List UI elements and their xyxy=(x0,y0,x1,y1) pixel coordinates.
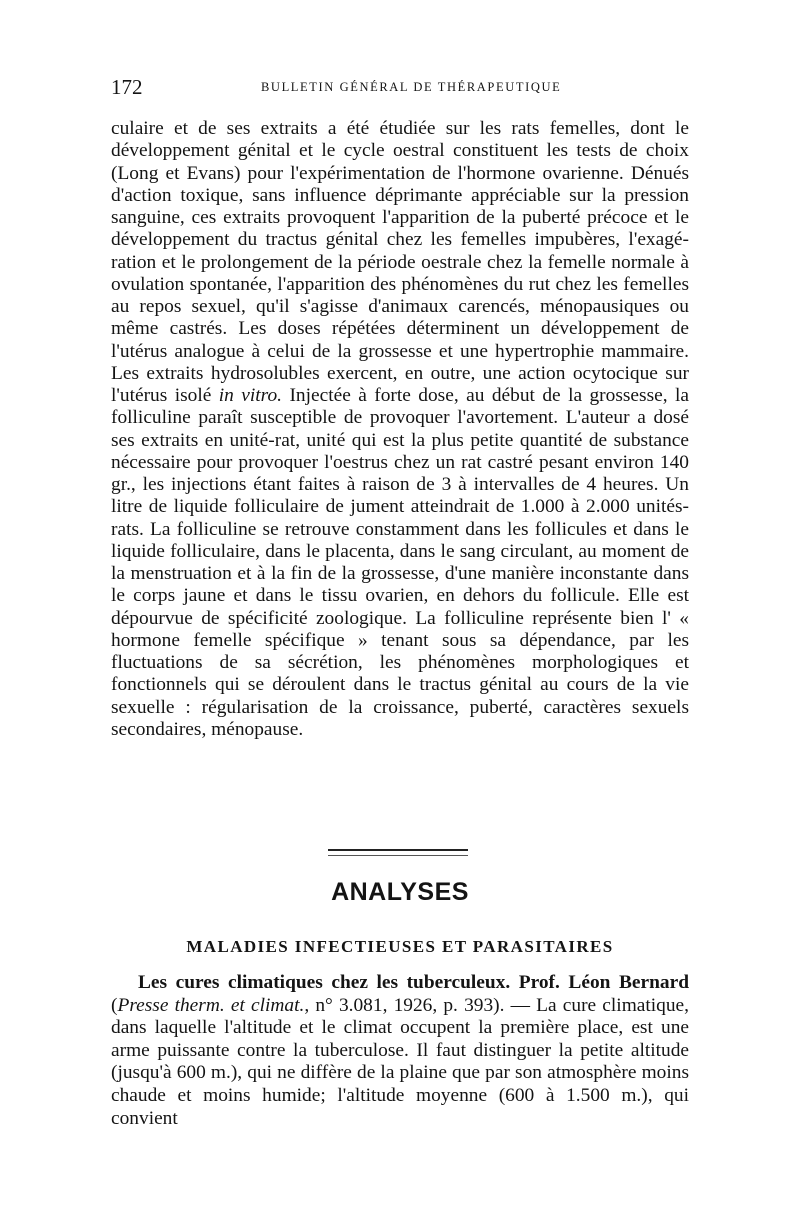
page-header xyxy=(111,76,689,98)
text-after-italic: Injectée à forte dose, au début de la grossesse, la folliculine paraît susceptible de provoquer l'avortement. L'auteur a dosé ses extraits en unité-rat, unité qui est la plus petite quantité de substance nécessaire pour provoquer l'oestrus chez un rat castré pesant environ 140 gr., les injections étant faites à raison de 3 à intervalles de 4 heures. Un litre de liquide folliculaire de jument atteindrait de 1.000 à 2.000 unités-rats. La folliculine se retrouve constamment dans les follicules et dans le liquide folliculaire, dans le placenta, dans le sang circulant, au moment de la menstruation et à la fin de la grossesse, d'une manière inconstante dans le corps jaune et dans le tissu ovarien, en dehors du follicule. Elle est dépourvue de spécificité zoologique. La folliculine représente bien l' « hormone femelle spécifique » tenant sous sa dépendance, par les fluctuations de sa sécrétion, les phénomènes morphologiques et fonctionnels qui se déroulent dans le tractus génital au cours de la vie sexuelle : régularisation de la croissance, puberté, caractères sexuels secondaires, ménopause. xyxy=(111,385,689,740)
section-title: ANALYSES xyxy=(331,878,469,906)
running-title: BULLETIN GÉNÉRAL DE THÉRAPEUTIQUE xyxy=(261,80,562,94)
subsection-title: MALADIES INFECTIEUSES ET PARASITAIRES xyxy=(186,937,614,956)
article-title: Les cures climatiques chez les tuberculeux. Prof. Léon Bernard xyxy=(138,972,689,993)
paragraph-continuation xyxy=(111,118,689,741)
page-number: 172 xyxy=(111,75,143,99)
section-divider xyxy=(328,849,468,856)
text-before-italic: culaire et de ses extraits a été étudiée sur les rats femelles, dont le développement génital et le cycle oestral constituent les tests de choix (Long et Evans) pour l'expérimentation de l'hormone ovarienne. Dénués d'action toxique, sans influence déprimante appréciable sur la pression sanguine, ces extraits provoquent l'apparition de la puberté précoce et le développement du tractus génital chez les femelles impubères, l'exagération et le prolongement de la période oestrale chez la femelle normale à ovulation spontanée, l'apparition des phénomènes du rut chez les femelles au repos sexuel, qu'il s'agisse d'animaux carencés, ménopausiques ou même castrés. Les doses répétées déterminent un développement de l'utérus analogue à celui de la grossesse et une hypertrophie mammaire. Les extraits hydrosolubles exercent, en outre, une action ocytocique sur l'utérus isolé xyxy=(111,118,689,406)
article-paragraph xyxy=(111,972,689,1130)
article-source-details: , n° 3.081, 1926, p. 393). xyxy=(304,994,505,1016)
article-source: Presse therm. et climat. xyxy=(117,994,305,1016)
article-text: — La cure climatique, dans laquelle l'altitude et le climat occupent la première place, est une arme puissante contre la tuberculose. Il faut distinguer la petite altitude (jusqu'à 600 m.), qui ne diffère de la plaine que par son atmosphère moins chaude et moins humide; l'altitude moyenne (600 à 1.500 m.), qui convient xyxy=(111,994,690,1129)
article-abstract xyxy=(111,972,689,1130)
source-open: ( xyxy=(111,994,118,1016)
body-paragraph xyxy=(111,118,689,741)
italic-phrase: in vitro. xyxy=(218,385,283,406)
